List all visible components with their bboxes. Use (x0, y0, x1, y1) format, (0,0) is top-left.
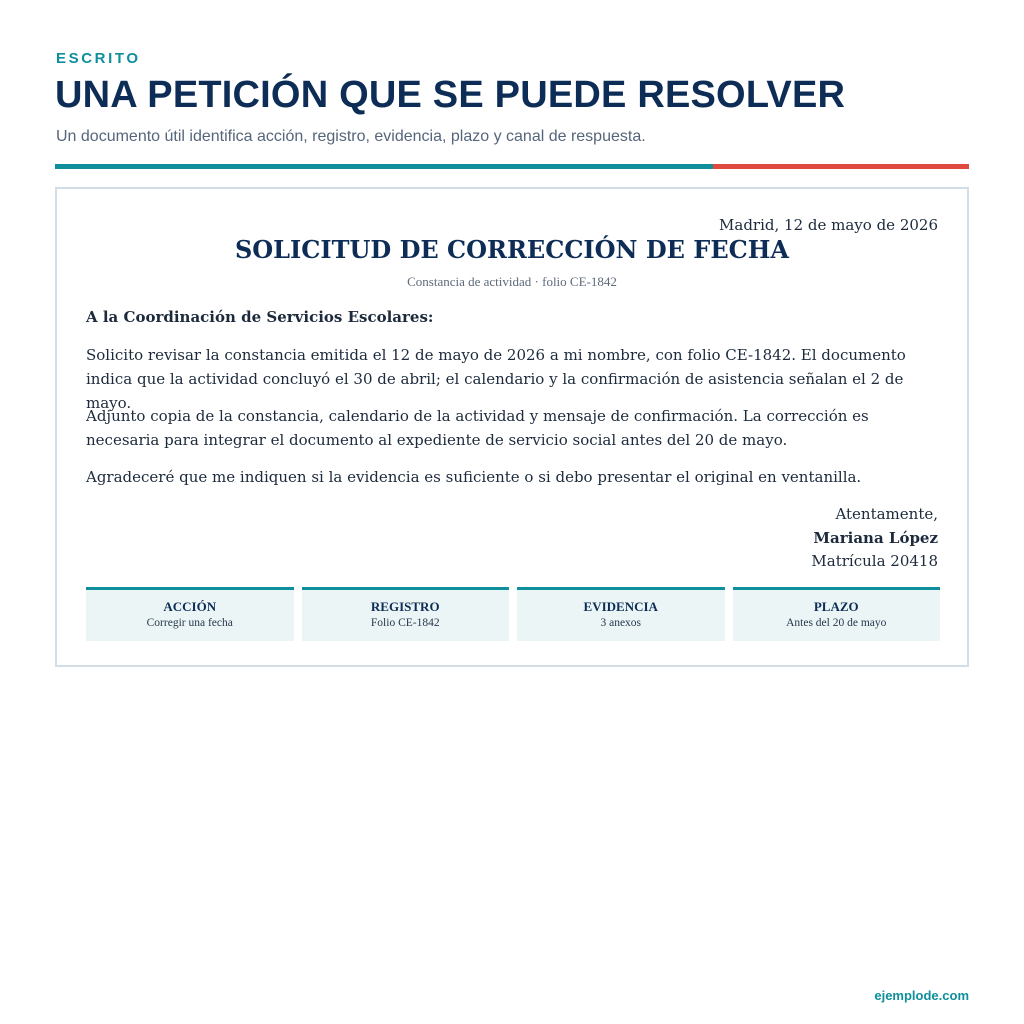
letter-paragraph: Agradeceré que me indiquen si la evidencia es suficiente o si debo presentar el original en ventanilla. (86, 468, 862, 486)
summary-card-label: PLAZO (813, 599, 859, 614)
summary-card-accion (86, 587, 294, 641)
divider-teal-segment (55, 164, 713, 169)
summary-cards (86, 587, 940, 641)
letter-title: SOLICITUD DE CORRECCIÓN DE FECHA (234, 235, 790, 264)
summary-card-value: 3 anexos (600, 617, 642, 629)
letter-reference: Constancia de actividad · folio CE-1842 (407, 274, 617, 289)
summary-card-value: Antes del 20 de mayo (786, 617, 887, 629)
letter-paragraph: Solicito revisar la constancia emitida el 12 de mayo de 2026 a mi nombre, con folio CE-1842. El documento indica que la actividad concluyó el 30 de abril; el calendario y la confirmación de asistencia señalan el 2 de mayo. (86, 346, 906, 412)
summary-card-label: EVIDENCIA (583, 599, 658, 614)
letter-signature-block (811, 503, 938, 574)
site-brand-link[interactable]: ejemplode.com (874, 988, 969, 1003)
summary-card-registro (302, 587, 510, 641)
letter-salutation: A la Coordinación de Servicios Escolares: (86, 308, 434, 326)
letter-closing: Atentamente, (835, 505, 938, 523)
divider-red-segment (713, 164, 969, 169)
signer-name: Mariana López (813, 528, 938, 547)
summary-card-plazo (733, 587, 941, 641)
header-divider (55, 164, 969, 169)
summary-card-label: ACCIÓN (163, 599, 217, 614)
section-eyebrow: ESCRITO (56, 50, 141, 67)
letter-document (55, 187, 969, 667)
summary-card-label: REGISTRO (370, 599, 440, 614)
letter-date: Madrid, 12 de mayo de 2026 (719, 216, 938, 234)
page-subtitle: Un documento útil identifica acción, registro, evidencia, plazo y canal de respuesta. (56, 128, 646, 145)
letter-paragraph: Adjunto copia de la constancia, calendario de la actividad y mensaje de confirmación. La corrección es necesaria para integrar el documento al expediente de servicio social antes del 20 de mayo. (86, 407, 869, 449)
page-title: UNA PETICIÓN QUE SE PUEDE RESOLVER (55, 74, 846, 116)
summary-card-value: Corregir una fecha (146, 617, 233, 629)
summary-card-evidencia (517, 587, 725, 641)
summary-card-value: Folio CE-1842 (370, 617, 440, 629)
signer-id: Matrícula 20418 (811, 552, 938, 570)
